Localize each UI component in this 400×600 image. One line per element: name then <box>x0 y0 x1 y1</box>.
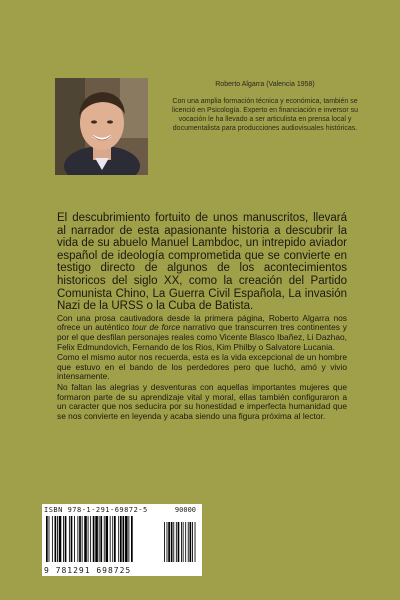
synopsis-p2-start: Con una prosa cautivadora desde la primera página, Roberto Algarra nos ofrece un auténtico <box>57 312 347 333</box>
synopsis-paragraph-4: No faltan las alegrias y desventuras con aquellas importantes mujeres que formaron parte de su aprendizaje vital y moral, ellas también configuraron a un caracter que nos seducira por su honestidad e imperfecta humanidad que se nos convierte en leyenda y acaba siendo una figura próxima al lector. <box>57 381 347 421</box>
author-bio <box>170 80 360 133</box>
barcode-digits: 9 781291 698725 <box>44 566 132 575</box>
synopsis <box>57 212 347 421</box>
synopsis-p2-italic: tour de force <box>132 322 181 333</box>
synopsis-p2-end: narrativo que transcurren tres continentes y por el que desfilan personajes reales como Vicente Blasco Ibañez, Li Dazhao, Felix Edmundovich, Fernando de los Rios, Kim Philby o Salvatore Lucania. <box>57 322 347 352</box>
isbn-text: ISBN 978-1-291-69872-5 <box>44 506 148 514</box>
author-name-line: Roberto Algarra (Valencia 1958) <box>215 81 315 88</box>
synopsis-paragraph-2 <box>57 314 347 352</box>
synopsis-paragraph-1: El descubrimiento fortuito de unos manuscritos, llevará al narrador de esta apasionante historia a descubrir la vida de su abuelo Manuel Lambdoc, un intrepido aviador español de ideología comprometida que se convierte en testigo directo de algunos de los acontecimientos historicos del siglo XX, como la creación del Partido Comunista Chino, La Guerra Civil Española, La invasión Nazi de la URSS o la Cuba de Batista. <box>57 212 347 313</box>
isbn-barcode <box>42 504 202 576</box>
price-code: 90000 <box>174 506 196 514</box>
synopsis-paragraph-3: Como el mismo autor nos recuerda, esta es la vida excepcional de un hombre que estuvo en el bando de los perdedores pero que luchó, amó y vivio intensamente. <box>57 352 347 382</box>
author-portrait-image <box>55 78 148 175</box>
author-photo <box>55 78 148 175</box>
author-bio-text: Con una amplia formación técnica y económica, también se licenció en Psicología. Experto en financiación e inversor su vocación le ha llevado a ser articulista en prensa local y documentalista para producciones audiovisuales históricas. <box>172 98 358 132</box>
barcode-bars <box>46 516 198 562</box>
